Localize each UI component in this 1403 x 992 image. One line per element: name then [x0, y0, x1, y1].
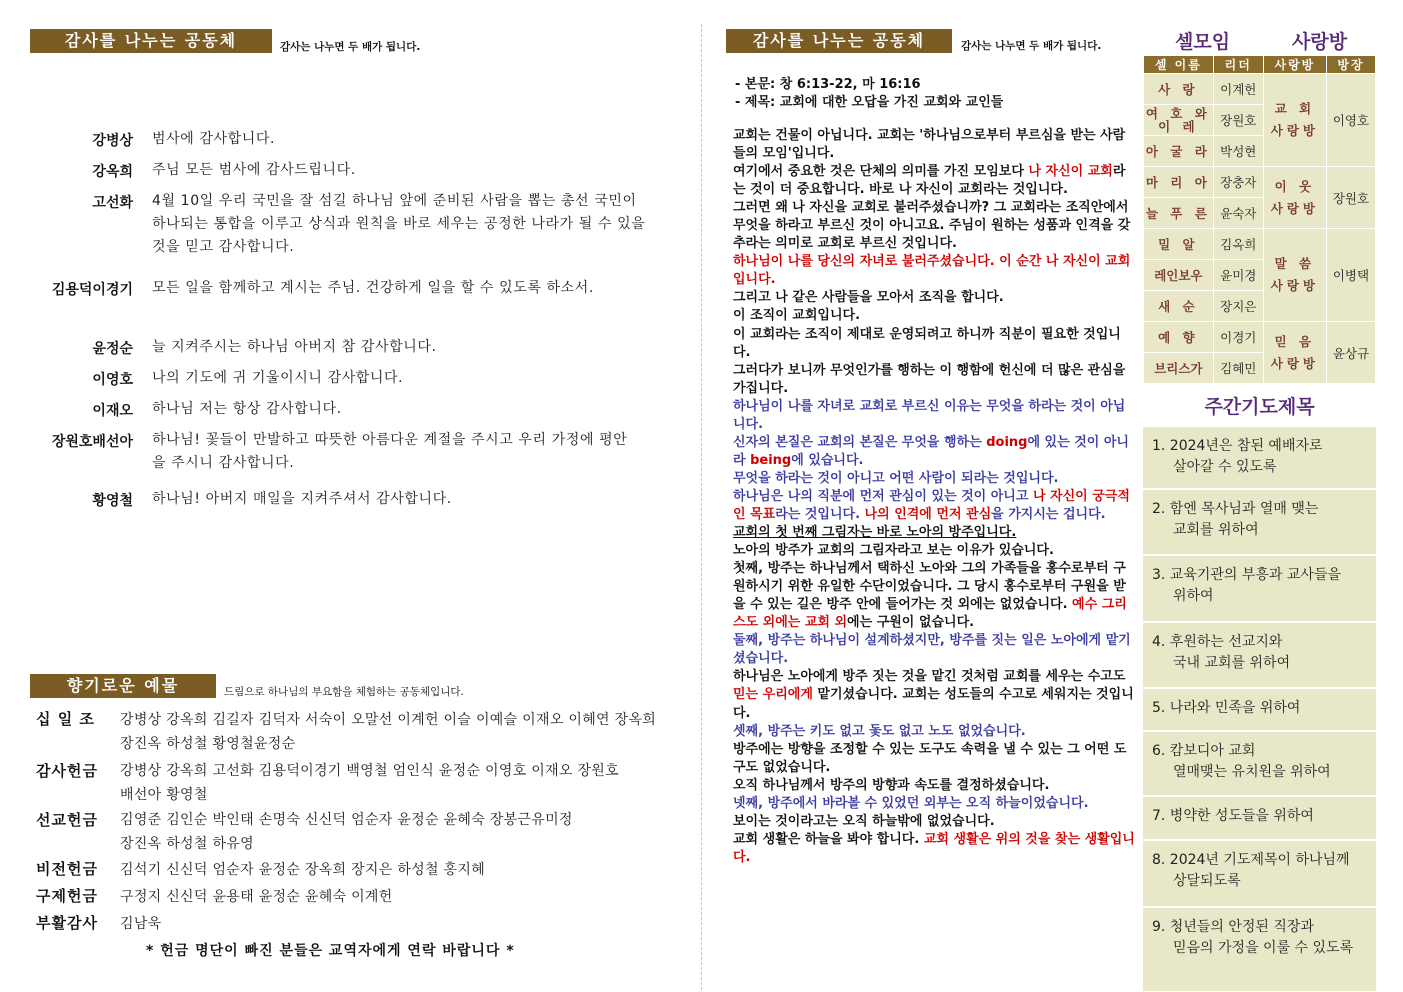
prayer-item	[1143, 488, 1376, 554]
cell-name: 예 향	[1144, 322, 1214, 353]
sermon-run: 에 있습니다.	[791, 452, 864, 468]
sermon-run: 교회 생활은 위의 것을 찾는 생활입니다.	[733, 831, 1135, 865]
prayer-item	[1143, 730, 1376, 795]
thanks-name: 김용덕이경기	[51, 282, 133, 298]
sermon-run: 셋째, 방주는 키도 없고 돛도 없고 노도 없었습니다.	[733, 723, 1026, 739]
offering-names: 김남욱	[120, 916, 162, 932]
sermon-run: 맡기셨습니다. 교회는 성도들의 수고로 세워지는 것입니다.	[733, 687, 1134, 721]
sermon-run: 교회 생활은 하늘을 봐야 합니다.	[733, 831, 924, 847]
thanks-name: 고선화	[92, 195, 133, 211]
prayer-item	[1143, 687, 1376, 730]
thanks-text: 모든 일을 함께하고 계시는 주님. 건강하게 일을 할 수 있도록 하소서.	[152, 280, 594, 296]
cell-name: 사 랑	[1144, 74, 1214, 105]
prayer-line: 4. 후원하는 선교지와	[1152, 634, 1283, 650]
room-name: 말 씀 사랑방	[1263, 229, 1326, 322]
cell-row	[1144, 229, 1376, 260]
thanks-header-subtitle: 감사는 나누면 두 배가 됩니다.	[280, 41, 421, 53]
prayer-item	[1143, 621, 1376, 687]
prayer-line: 1. 2024년은 참된 예배자로	[1152, 438, 1323, 454]
sermon-run: 하나님은 나의 직분에 먼저 관심이 있는 것이 아니고	[733, 488, 1033, 504]
sermon-run: 예수 그리스도 외에는 교회 외	[733, 597, 1127, 631]
prayer-item	[1143, 554, 1376, 621]
prayer-line: 살아갈 수 있도록	[1173, 459, 1277, 475]
thanks-text: 주님 모든 범사에 감사드립니다.	[152, 162, 356, 178]
prayer-line: 열매맺는 유치원을 위하여	[1173, 764, 1331, 780]
cell-leader: 이계헌	[1213, 74, 1263, 105]
sermon-run: 둘째, 방주는 하나님이 설계하셨지만, 방주를 짓는 일은 노아에게 맡기셨습니다.	[733, 633, 1131, 667]
thanks-text: 하나님! 꽃들이 만발하고 따뜻한 아름다운 계절을 주시고 우리 가정에 평안을 주시니 감사합니다.	[152, 432, 628, 471]
prayer-line: 9. 청년들의 안정된 직장과	[1152, 919, 1314, 935]
offering-label: 구제헌금	[36, 887, 98, 905]
offering-label: 비전헌금	[36, 860, 98, 878]
sermon-run: 나의 인격에 먼저 관심	[864, 506, 992, 522]
sermon-run: 첫째, 방주는 하나님께서 택하신 노아와 그의 가족들을 홍수로부터 구원하시기 위한 유일한 수단이었습니다. 그 당시 홍수로부터 구원을 받을 수 있는 길은 방주 안에 들어가는 것 외에는 없었습니다.	[733, 561, 1126, 613]
sermon-run: 노아의 방주가 교회의 그림자라고 보는 이유가 있습니다.	[733, 543, 1054, 559]
thanks-header-title: 감사를 나누는 공동체	[30, 29, 272, 53]
prayer-line: 8. 2024년 기도제목이 하나님께	[1152, 852, 1350, 868]
room-name: 이 웃 사랑방	[1263, 167, 1326, 229]
sermon-run: 하나님이 나를 자녀로 교회로 부르신 이유는 무엇을 하라는 것이 아닙니다.	[733, 398, 1126, 432]
cell-name: 마 리 아	[1144, 167, 1214, 198]
cell-leader: 김옥희	[1213, 229, 1263, 260]
offering-label: 감사헌금	[36, 762, 98, 780]
thanks-text: 범사에 감사합니다.	[152, 131, 276, 147]
room-title: 사랑방	[1292, 31, 1348, 53]
sermon-run: doing	[986, 434, 1028, 450]
prayer-line: 6. 캄보디아 교회	[1152, 743, 1256, 759]
prayer-line: 7. 병약한 성도들을 위하여	[1152, 808, 1314, 824]
sermon-run: being	[750, 452, 792, 468]
sermon-run: 이 조직이 교회입니다.	[733, 308, 861, 324]
col-cell-name: 셀 이름	[1144, 56, 1214, 74]
thanks-name: 황영철	[92, 493, 133, 509]
offering-names: 강병상 강옥희 김길자 김덕자 서숙이 오말선 이계헌 이슬 이예슬 이재오 이혜연 장옥희 장진옥 하성철 황영철윤정순	[120, 712, 657, 752]
room-name: 교 회 사랑방	[1263, 74, 1326, 167]
cell-name: 새 순	[1144, 291, 1214, 322]
prayer-line: 교회를 위하여	[1173, 522, 1259, 538]
sermon-run: 라는 것입니다.	[775, 506, 865, 522]
cell-leader: 이경기	[1213, 322, 1263, 353]
cell-title: 셀모임	[1175, 31, 1231, 53]
prayer-title: 주간기도제목	[1204, 396, 1315, 418]
sermon-body	[733, 127, 1136, 867]
sermon-run: 교회는 건물이 아닙니다. 교회는 '하나님으로부터 부르심을 받는 사람들의 모임'입니다.	[733, 128, 1126, 162]
thanks-name: 장원호배선아	[51, 434, 133, 450]
offering-label: 십 일 조	[36, 710, 95, 728]
sermon-run: 여기에서 중요한 것은 단체의 의미를 가진 모임보다	[733, 164, 1029, 180]
thanks-name: 윤정순	[92, 341, 133, 357]
sermon-header-subtitle: 감사는 나누면 두 배가 됩니다.	[961, 40, 1102, 52]
offering-notice: * 헌금 명단이 빠진 분들은 교역자에게 연락 바랍니다 *	[146, 943, 515, 959]
sermon-run: 그리고 나 같은 사람들을 모아서 조직을 합니다.	[733, 290, 1004, 306]
cell-name: 늘 푸 른	[1144, 198, 1214, 229]
cell-leader: 장원호	[1213, 105, 1263, 136]
offering-label: 선교헌금	[36, 811, 98, 829]
prayer-line: 상달되도록	[1173, 873, 1241, 889]
cell-leader: 장충자	[1213, 167, 1263, 198]
col-room: 사랑방	[1263, 56, 1326, 74]
page-divider	[701, 24, 702, 990]
sermon-run: 하나님이 나를 당신의 자녀로 불러주셨습니다. 이 순간 나 자신이 교회입니다.	[733, 254, 1131, 288]
cell-row	[1144, 322, 1376, 353]
thanks-name: 강옥희	[92, 164, 133, 180]
sermon-run: 이 교회라는 조직이 제대로 운영되려고 하니까 직분이 필요한 것입니다.	[733, 326, 1121, 360]
cell-name: 여 호 와 이 레	[1144, 105, 1214, 136]
sermon-run: 을 가지시는 겁니다.	[991, 506, 1106, 522]
sermon-run: 하나님은 노아에게 방주 짓는 것을 맡긴 것처럼 교회를 세우는 수고도	[733, 669, 1126, 685]
thanks-text: 나의 기도에 귀 기울이시니 감사합니다.	[152, 370, 404, 386]
sermon-run: 나 자신이 궁극적인 목표	[733, 488, 1130, 522]
col-room-leader: 방장	[1326, 56, 1375, 74]
prayer-line: 국내 교회를 위하여	[1173, 655, 1291, 671]
sermon-run: 나 자신이 교회	[1028, 164, 1113, 180]
sermon-run: 교회의 첫 번째 그림자는 바로 노아의 방주입니다.	[733, 525, 1017, 541]
prayer-item	[1143, 839, 1376, 906]
offering-names: 김석기 신신덕 엄순자 윤정순 장옥희 장지은 하성철 홍지혜	[120, 862, 486, 878]
sermon-run: 에는 구원이 없습니다.	[847, 615, 975, 631]
cell-name: 밀 알	[1144, 229, 1214, 260]
sermon-run: 신자의 본질은 교회의 본질은 무엇을 행하는	[733, 434, 987, 450]
prayer-line: 3. 교육기관의 부흥과 교사들을	[1152, 567, 1341, 583]
sermon-scripture: - 본문: 창 6:13-22, 마 16:16	[735, 77, 921, 92]
cell-row	[1144, 74, 1376, 105]
cell-leader: 장지은	[1213, 291, 1263, 322]
sermon-run: 라는 것이 더 중요합니다. 바로 나 자신이 교회라는 것입니다.	[733, 164, 1126, 198]
thanks-name: 이재오	[92, 403, 133, 419]
cell-name: 브리스가	[1144, 353, 1214, 384]
cell-leader: 윤숙자	[1213, 198, 1263, 229]
room-leader: 윤상규	[1326, 322, 1375, 384]
offering-header-title: 향기로운 예물	[30, 674, 216, 698]
sermon-title: - 제목: 교회에 대한 오답을 가진 교회와 교인들	[735, 95, 1004, 110]
room-leader: 이영호	[1326, 74, 1375, 167]
sermon-run: 오직 하나님께서 방주의 방향과 속도를 결정하셨습니다.	[733, 777, 1050, 793]
sermon-run: 방주에는 방향을 조정할 수 있는 도구도 속력을 낼 수 있는 그 어떤 도구도 없었습니다.	[733, 741, 1127, 775]
cell-name: 레인보우	[1144, 260, 1214, 291]
thanks-name: 이영호	[92, 372, 133, 388]
sermon-run: 그러다가 보니까 무엇인가를 행하는 이 행함에 헌신에 더 많은 관심을 가집니다.	[733, 362, 1126, 396]
thanks-text: 4월 10일 우리 국민을 잘 섬길 하나님 앞에 준비된 사람을 뽑는 총선 국민이 하나되는 통합을 이루고 상식과 원칙을 바로 세우는 공정한 나라가 될 수 있을 것을 믿고 감사합니다.	[152, 193, 646, 255]
offering-names: 구정지 신신덕 윤용태 윤정순 윤혜숙 이계헌	[120, 889, 393, 905]
offering-names: 김영준 김인순 박인태 손명숙 신신덕 엄순자 윤정순 윤혜숙 장봉근유미정 장진옥 하성철 하유영	[120, 812, 573, 852]
room-leader: 이병택	[1326, 229, 1375, 322]
sermon-run: 에 있는 것이 아니라	[733, 434, 1129, 468]
offering-label: 부활감사	[36, 914, 98, 932]
sermon-run: 믿는 우리에게	[733, 687, 813, 703]
offering-header-subtitle: 드림으로 하나님의 부요함을 체험하는 공동체입니다.	[224, 686, 464, 698]
thanks-text: 하나님! 아버지 매일을 지켜주셔서 감사합니다.	[152, 491, 452, 507]
sermon-run: 그러면 왜 나 자신을 교회로 불러주셨습니까? 그 교회라는 조직안에서 무엇을 하라고 부르신 것이 아니고요. 주님이 원하는 성품과 인격을 갖추라는 의미로 교회로 부르신 것입니다.	[733, 200, 1131, 252]
prayer-line: 2. 함엔 목사님과 열매 맺는	[1152, 501, 1319, 517]
prayer-line: 믿음의 가정을 이룰 수 있도록	[1173, 940, 1354, 956]
prayer-item	[1143, 795, 1376, 839]
cell-row	[1144, 167, 1376, 198]
thanks-text: 늘 지켜주시는 하나님 아버지 참 감사합니다.	[152, 339, 437, 355]
thanks-text: 하나님 저는 항상 감사합니다.	[152, 401, 342, 417]
cell-name: 아 굴 라	[1144, 136, 1214, 167]
room-name: 믿 음 사랑방	[1263, 322, 1326, 384]
prayer-line: 위하여	[1173, 588, 1214, 604]
cell-leader: 박성현	[1213, 136, 1263, 167]
col-leader: 리더	[1213, 56, 1263, 74]
cell-leader: 윤미경	[1213, 260, 1263, 291]
prayer-item	[1143, 425, 1376, 488]
sermon-header-title: 감사를 나누는 공동체	[726, 29, 952, 53]
offering-names: 강병상 강옥희 고선화 김용덕이경기 백영철 엄인식 윤정순 이영호 이재오 장원호배선아 황영철	[120, 763, 619, 803]
sermon-run: 보이는 것이라고는 오직 하늘밖에 없었습니다.	[733, 813, 995, 829]
prayer-item	[1143, 906, 1376, 991]
sermon-run: 넷째, 방주에서 바라볼 수 있었던 외부는 오직 하늘이었습니다.	[733, 795, 1089, 811]
thanks-name: 강병상	[92, 133, 133, 149]
cell-leader: 김혜민	[1213, 353, 1263, 384]
room-leader: 장원호	[1326, 167, 1375, 229]
sermon-run: 무엇을 하라는 것이 아니고 어떤 사람이 되라는 것입니다.	[733, 470, 1059, 486]
cell-table	[1143, 55, 1376, 384]
prayer-line: 5. 나라와 민족을 위하여	[1152, 700, 1301, 716]
